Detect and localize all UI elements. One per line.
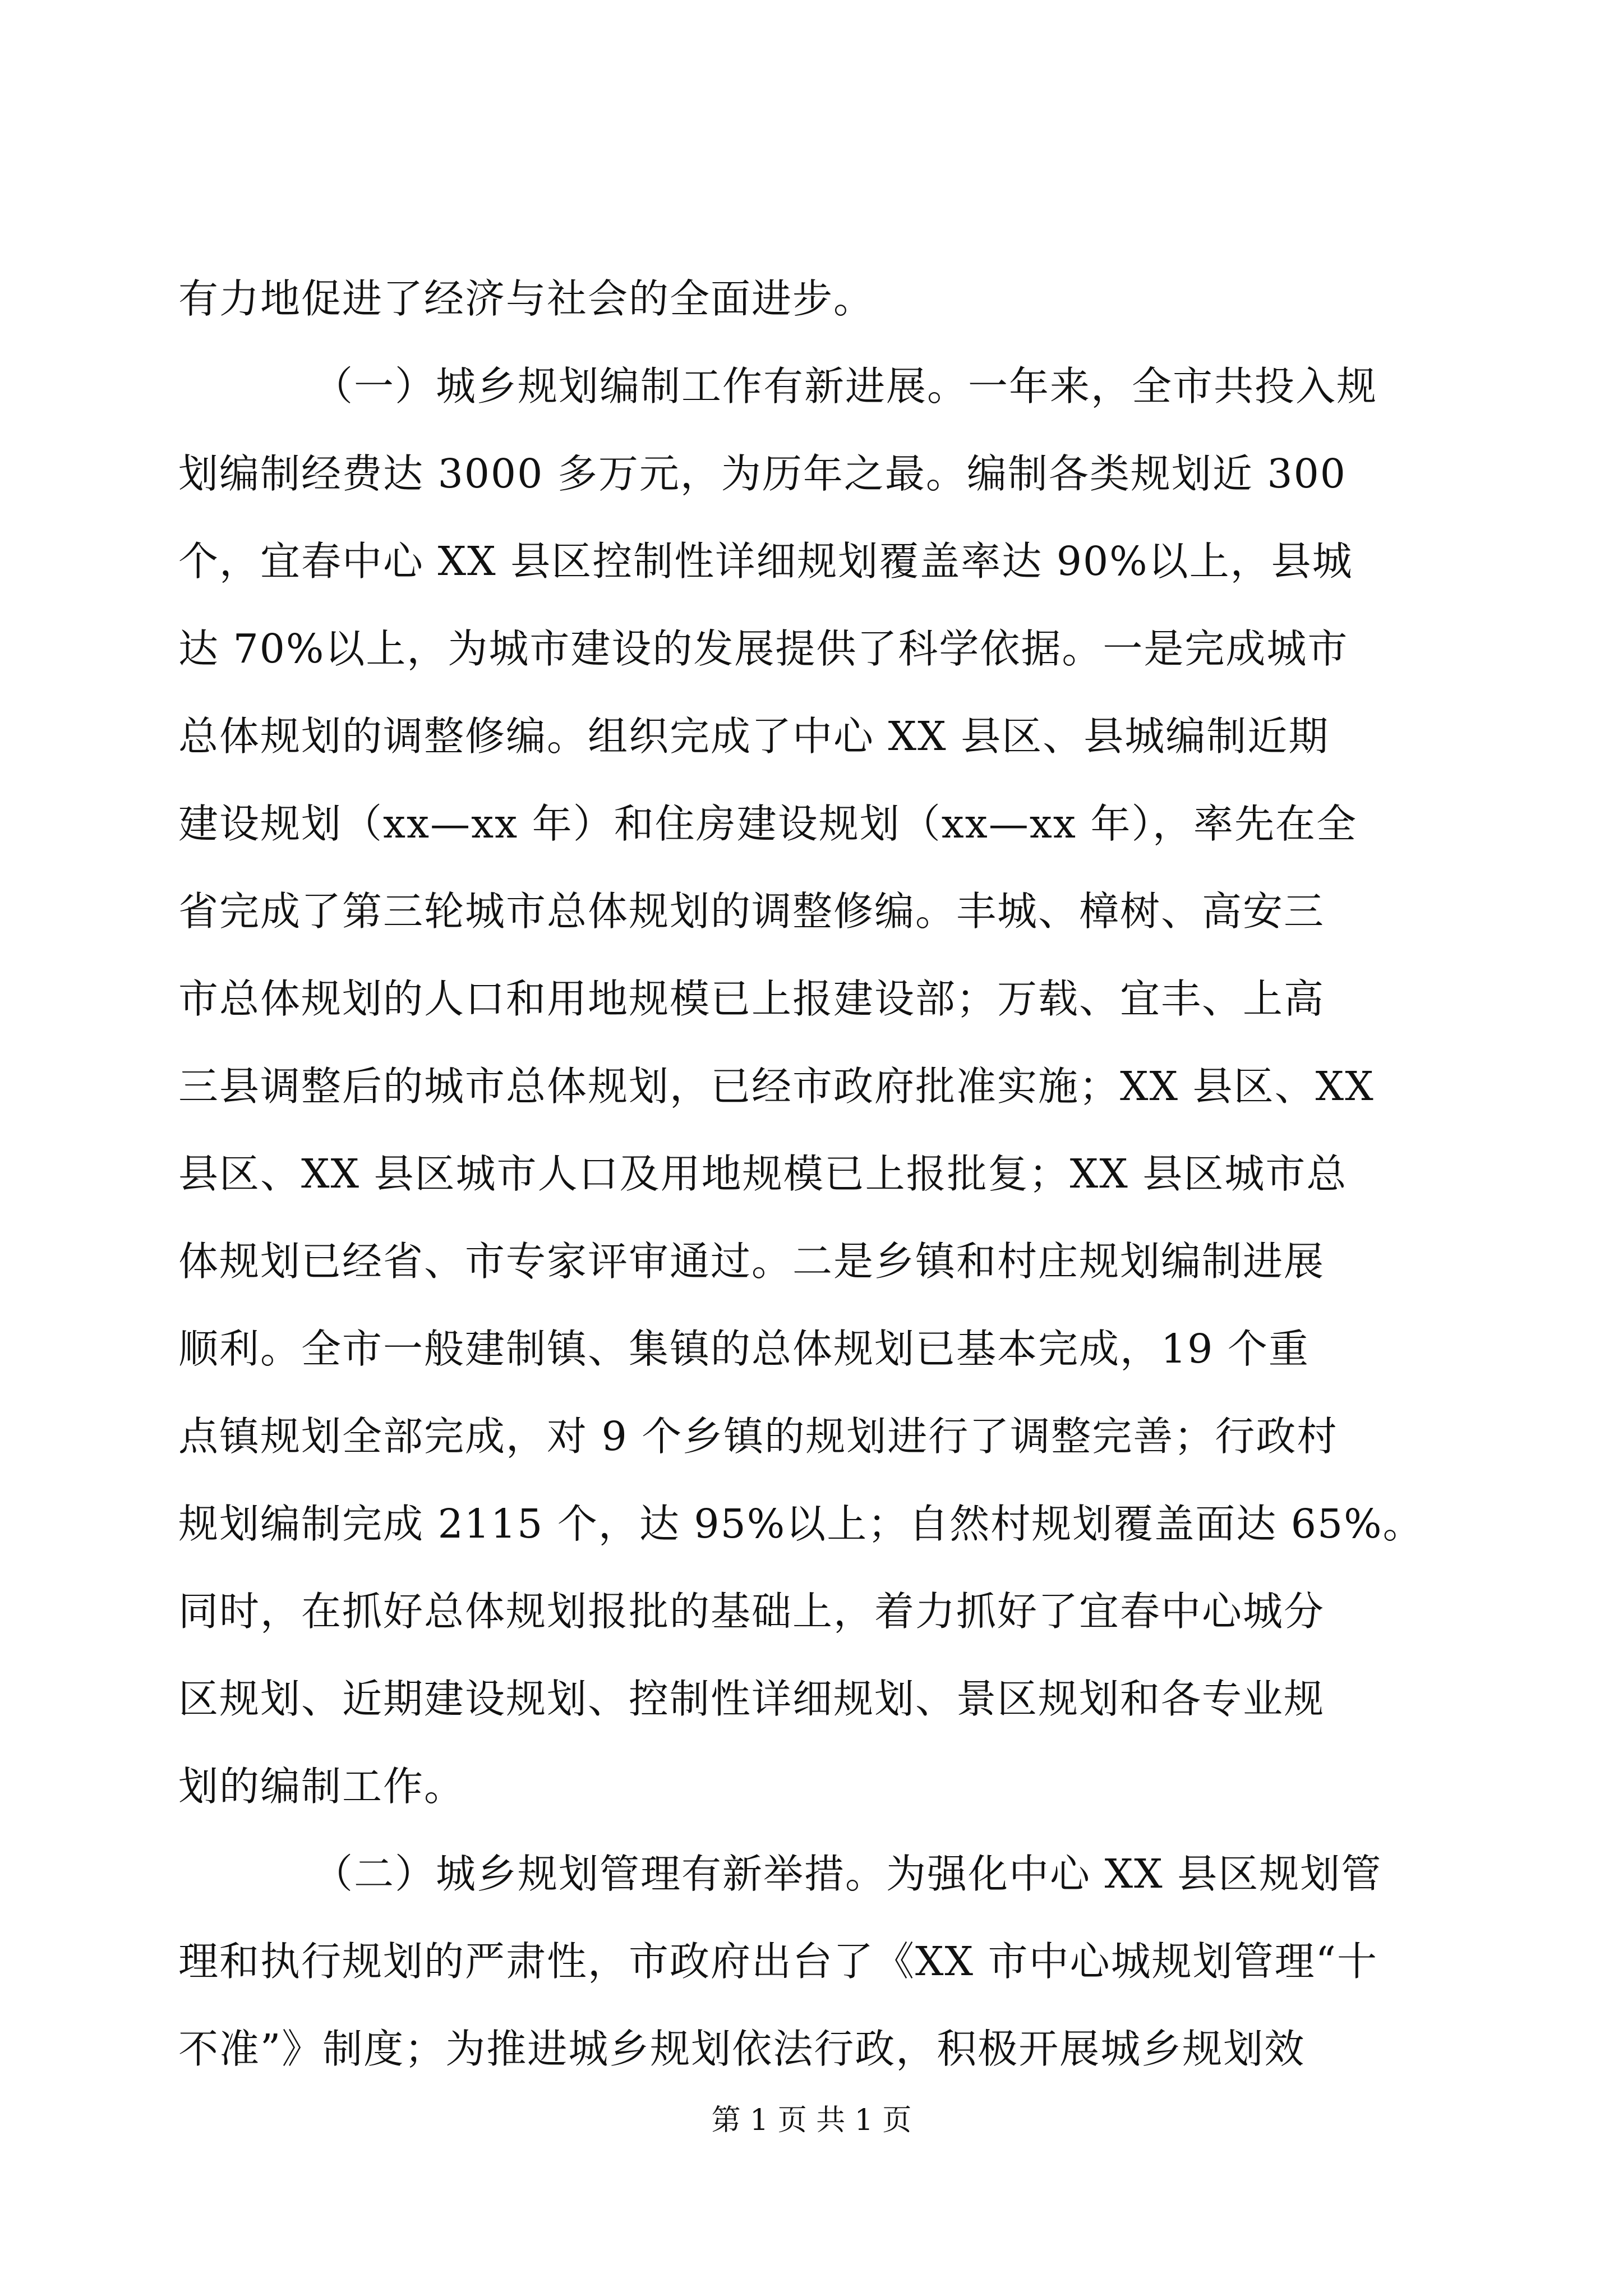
text-line: 规划编制完成 2115 个，达 95%以上；自然村规划覆盖面达 65%。 [178,1501,1424,1547]
text-line: 区规划、近期建设规划、控制性详细规划、景区规划和各专业规 [178,1676,1325,1722]
text-line: 建设规划（xx—xx 年）和住房建设规划（xx—xx 年），率先在全 [178,800,1357,847]
paragraph-heading-line: （一）城乡规划编制工作有新进展。一年来，全市共投入规 [313,363,1378,409]
paragraph-heading-line: （二）城乡规划管理有新举措。为强化中心 XX 县区规划管 [313,1851,1382,1897]
text-line: 市总体规划的人口和用地规模已上报建设部；万载、宜丰、上高 [178,976,1325,1022]
text-line: 顺利。全市一般建制镇、集镇的总体规划已基本完成，19 个重 [178,1326,1310,1372]
text-line: 有力地促进了经济与社会的全面进步。 [178,275,875,322]
document-body [178,255,1440,2093]
text-line: 不准”》制度；为推进城乡规划依法行政，积极开展城乡规划效 [178,2026,1306,2072]
text-line: 总体规划的调整修编。组织完成了中心 XX 县区、县城编制近期 [178,713,1330,760]
text-line: 体规划已经省、市专家评审通过。二是乡镇和村庄规划编制进展 [178,1238,1325,1285]
text-line: 县区、XX 县区城市人口及用地规模已上报批复；XX 县区城市总 [178,1151,1348,1197]
text-line: 省完成了第三轮城市总体规划的调整修编。丰城、樟树、高安三 [178,888,1325,935]
text-line: 划的编制工作。 [178,1763,465,1810]
text-line: 三县调整后的城市总体规划，已经市政府批准实施；XX 县区、XX [178,1063,1375,1110]
page-footer: 第 1 页 共 1 页 [711,2104,912,2137]
text-line: 个，宜春中心 XX 县区控制性详细规划覆盖率达 90%以上，县城 [178,538,1353,585]
text-line: 达 70%以上，为城市建设的发展提供了科学依据。一是完成城市 [178,625,1349,672]
text-line: 理和执行规划的严肃性，市政府出台了《XX 市中心城规划管理“十 [178,1938,1378,1985]
text-line: 划编制经费达 3000 多万元，为历年之最。编制各类规划近 300 [178,450,1347,497]
text-line: 同时，在抓好总体规划报批的基础上，着力抓好了宜春中心城分 [178,1588,1325,1635]
text-line: 点镇规划全部完成，对 9 个乡镇的规划进行了调整完善；行政村 [178,1413,1338,1460]
